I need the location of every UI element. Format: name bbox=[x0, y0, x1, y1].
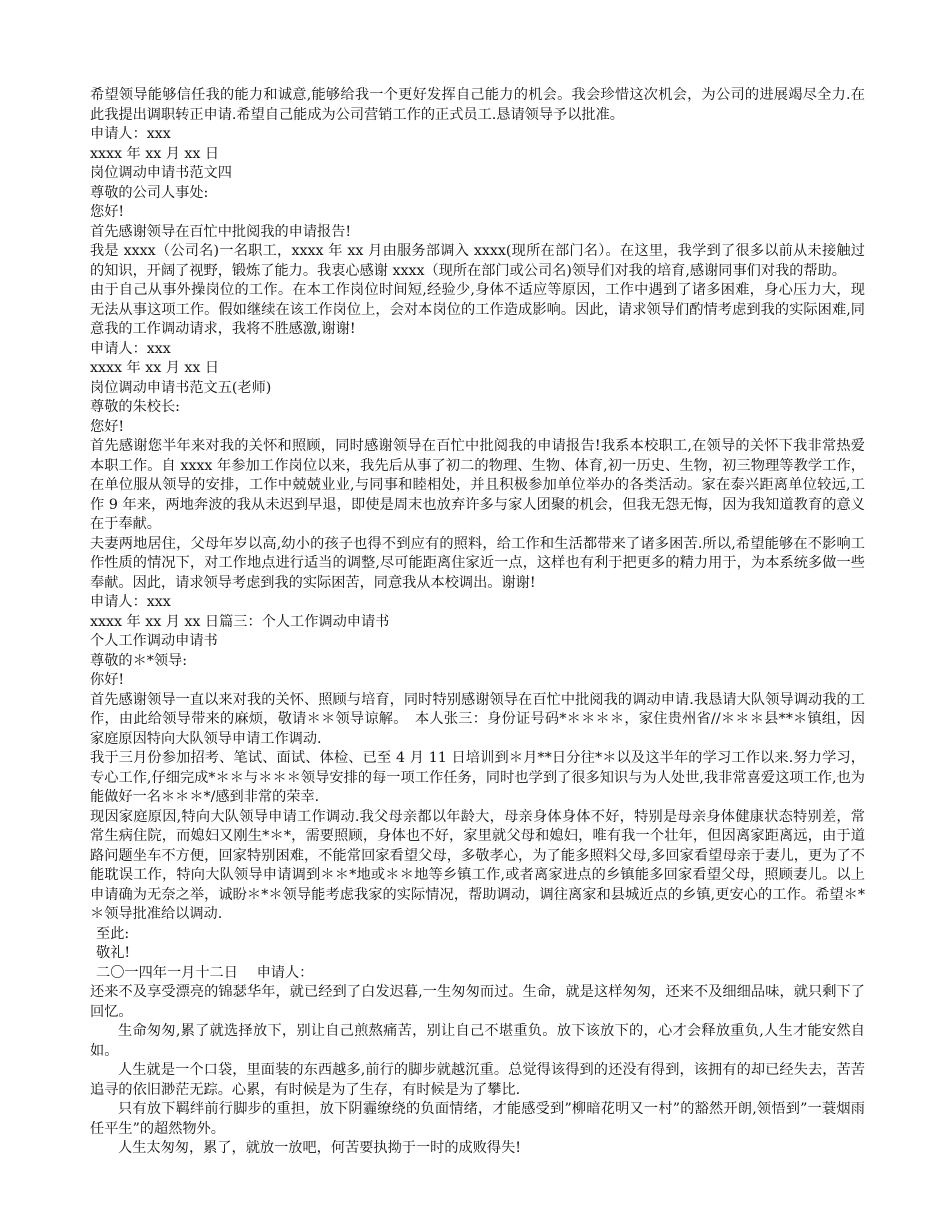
paragraph: 个人工作调动申请书 bbox=[90, 633, 218, 649]
paragraph: 由于自己从事外操岗位的工作。在本工作岗位时间短,经验少,身体不适应等原因，工作中遇到了诸多困难，身心压力大，现无法从事这项工作。假如继续在该工作岗位上，会对本岗位的工作造成影响。因此，请求领导们酌情考虑到我的实际困难,同意我的工作调动请求，我将不胜感激,谢谢! bbox=[90, 282, 865, 337]
paragraph: 我是 xxxx（公司名)一名职工，xxxx 年 xx 月由服务部调入 xxxx(现所在部门名）。在这里，我学到了很多以前从未接触过的知识，开阔了视野，锻炼了能力。我衷心感谢 xxxx（现所在部门或公司名)领导们对我的培育,感谢同事们对我的帮助。 bbox=[90, 243, 865, 279]
paragraph: 人生太匆匆，累了，就放一放吧，何苦要执拗于一时的成败得失! bbox=[118, 1140, 521, 1156]
paragraph: xxxx 年 xx 月 xx 日篇三：个人工作调动申请书 bbox=[90, 613, 390, 630]
paragraph: 只有放下羁绊前行脚步的重担，放下阴霾缭绕的负面情绪，才能感受到”柳暗花明又一村”的豁然开朗,领悟到”一蓑烟雨任平生”的超然物外。 bbox=[90, 1101, 865, 1137]
paragraph: 生命匆匆,累了就选择放下，别让自己煎熬痛苦，别让自己不堪重负。放下该放下的，心才会释放重负,人生才能安然自如。 bbox=[90, 1023, 865, 1059]
paragraph: 申请人：xxx bbox=[90, 594, 171, 610]
paragraph: 您好! bbox=[90, 204, 125, 220]
paragraph: 还来不及享受漂亮的锦瑟华年，就已经到了白发迟暮,一生匆匆而过。生命，就是这样匆匆，还来不及细细品味，就只剩下了回忆。 bbox=[90, 984, 865, 1020]
paragraph: 尊敬的公司人事处: bbox=[90, 184, 209, 201]
paragraph: 您好! bbox=[90, 418, 125, 435]
paragraph: 敬礼! bbox=[96, 945, 131, 961]
paragraph: 首先感谢领导一直以来对我的关怀、照顾与培育，同时特别感谢领导在百忙中批阅我的调动申请.我恳请大队领导调动我的工作，由此给领导带来的麻烦，敬请＊＊领导谅解。 本人张三：身份证号码*＊＊＊＊，家住贵州省//＊＊＊县**＊镇组，因家庭原因特向大队领导申请工作调动. bbox=[90, 691, 865, 747]
paragraph: 申请人：xxx bbox=[90, 126, 171, 142]
paragraph: 岗位调动申请书范文四 bbox=[90, 165, 232, 181]
paragraph: xxxx 年 xx 月 xx 日 bbox=[90, 360, 220, 376]
paragraph: 人生就是一个口袋，里面装的东西越多,前行的脚步就越沉重。总觉得该得到的还没有得到，该拥有的却已经失去，苦苦追寻的依旧渺茫无踪。心累，有时候是为了生存，有时候是为了攀比. bbox=[90, 1062, 865, 1098]
document-body bbox=[90, 86, 865, 1159]
paragraph: 你好! bbox=[90, 672, 125, 688]
paragraph: 现因家庭原因,特向大队领导申请工作调动.我父母亲都以年龄大，母亲身体身体不好，特别是母亲身体健康状态特别差，常常生病住院，而媳妇又刚生*＊*，需要照顾，身体也不好，家里就父母和媳妇，唯有我一个壮年，但因离家距离远，由于道路问题坐车不方便，回家特别困难，不能常回家看望父母，多敬孝心，为了能多照料父母,多回家看望母亲于妻儿，更为了不能耽误工作，特向大队领导申请调到＊＊*地或＊＊地等乡镇工作,或者离家进点的乡镇能多回家看望父母，照顾妻儿。以上申请确为无奈之举，诚盼＊*＊领导能考虑我家的实际情况，帮助调动，调往离家和县城近点的乡镇,更安心的工作。希望＊*＊领导批准给以调动. bbox=[90, 808, 865, 922]
paragraph: 希望领导能够信任我的能力和诚意,能够给我一个更好发挥自己能力的机会。我会珍惜这次机会，为公司的进展竭尽全力.在此我提出调职转正申请.希望自己能成为公司营销工作的正式员工.恳请领导予以批准。 bbox=[90, 87, 865, 123]
paragraph: 尊敬的朱校长: bbox=[90, 399, 180, 415]
paragraph: 首先感谢领导在百忙中批阅我的申请报告! bbox=[90, 223, 352, 240]
paragraph: 申请人：xxx bbox=[90, 340, 171, 357]
paragraph: 尊敬的＊*领导: bbox=[90, 652, 187, 669]
paragraph: 首先感谢您半年来对我的关怀和照顾，同时感谢领导在百忙中批阅我的申请报告!我系本校职工,在领导的关怀下我非常热爱本职工作。自 xxxx 年参加工作岗位以来，我先后从事了初二的物理、生物、体育,初一历史、生物，初三物理等教学工作，在单位服从领导的安排，工作中兢兢业业,与同事和睦相处，并且积极参加单位举办的各类活动。家在泰兴距离单位较远,工作 9 年来，两地奔波的我从未迟到早退，即使是周末也放弃许多与家人团聚的机会，但我无怨无悔，因为我知道教育的意义在于奉献。 bbox=[90, 438, 865, 532]
paragraph: 岗位调动申请书范文五(老师) bbox=[90, 379, 272, 396]
paragraph: 夫妻两地居住，父母年岁以高,幼小的孩子也得不到应有的照料，给工作和生活都带来了诸多困苦.所以,希望能够在不影响工作性质的情况下，对工作地点进行适当的调整,尽可能距离住家近一点，这样也有利于把更多的精力用于，为本系统多做一些奉献。因此，请求领导考虑到我的实际困苦，同意我从本校调出。谢谢! bbox=[90, 535, 865, 591]
paragraph: 我于三月份参加招考、笔试、面试、体检、已至 4 月 11 日培训到＊月**日分往*＊以及这半年的学习工作以来.努力学习，专心工作,仔细完成*＊＊与＊＊＊领导安排的每一项工作任务，同时也学到了很多知识与为人处世,我非常喜爱这项工作,也为能做好一名＊＊＊*/感到非常的荣幸. bbox=[90, 750, 865, 805]
paragraph: xxxx 年 xx 月 xx 日 bbox=[90, 145, 220, 162]
paragraph: 至此: bbox=[96, 925, 130, 942]
paragraph: 二〇一四年一月十二日 申请人： bbox=[96, 964, 314, 981]
